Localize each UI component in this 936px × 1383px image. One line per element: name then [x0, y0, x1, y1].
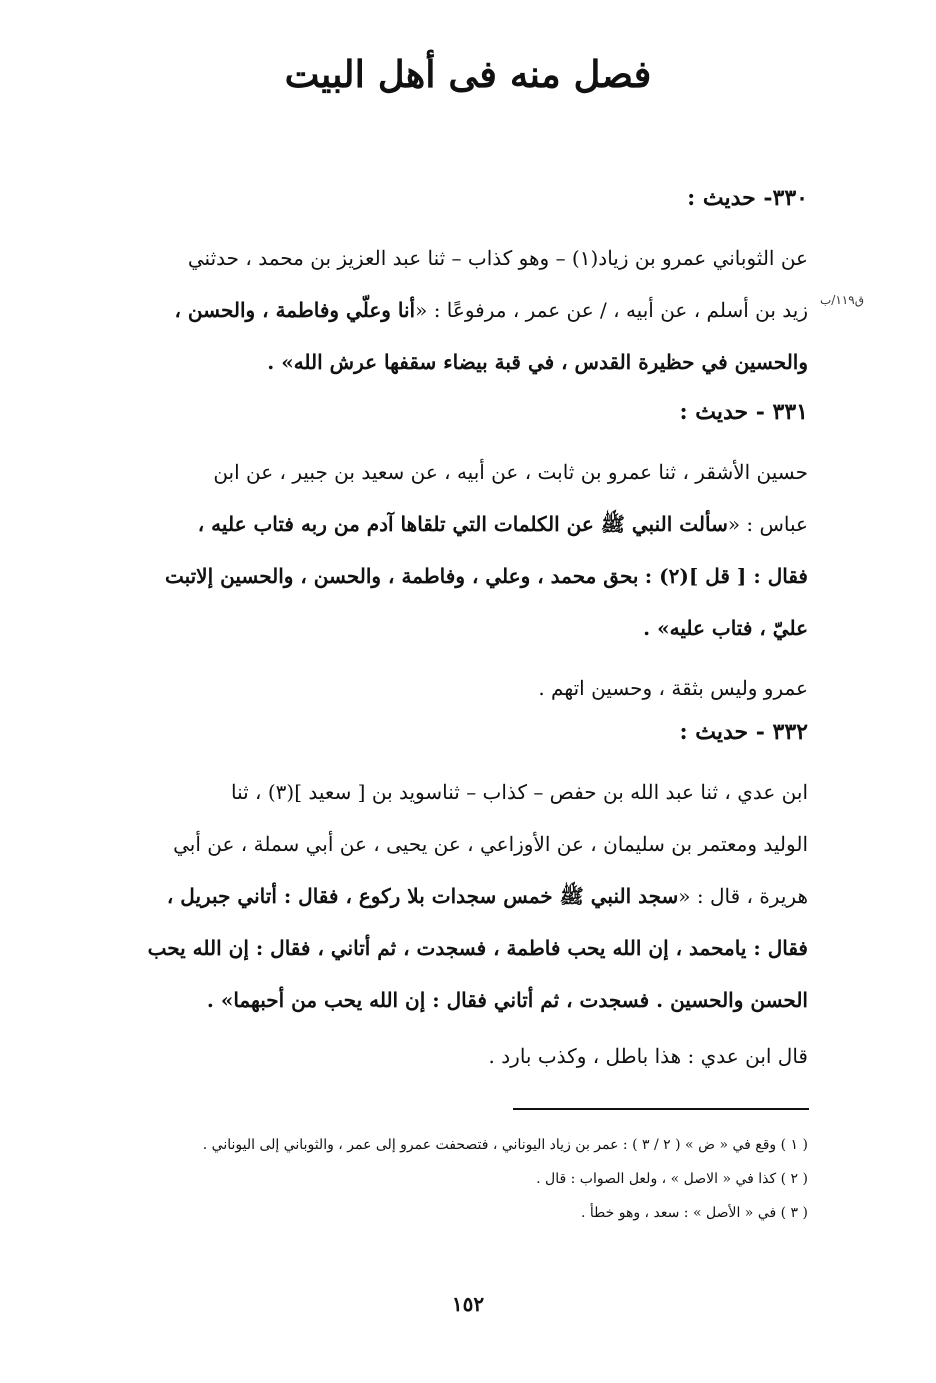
- footnote-2: ( ٢ ) كذا في « الاصل » ، ولعل الصواب : قال .: [536, 1171, 808, 1187]
- footnote-3: ( ٣ ) في « الأصل » : سعد ، وهو خطأ .: [580, 1205, 808, 1221]
- hadith-331-heading: ٣٣١ - حديث :: [679, 399, 808, 425]
- hadith-330-line2-plain: زيد بن أسلم ، عن أبيه ، / عن عمر ، مرفوعًا : «: [415, 298, 808, 322]
- hadith-332: [28, 706, 808, 1082]
- footnotes: [48, 1128, 808, 1230]
- hadith-332-comment: قال ابن عدي : هذا باطل ، وكذب بارد .: [488, 1044, 808, 1068]
- hadith-332-line3: [28, 870, 808, 922]
- hadith-330-line3: والحسين في حظيرة القدس ، في قبة بيضاء سقفها عرش الله» .: [267, 350, 808, 374]
- hadith-330: [28, 172, 808, 388]
- hadith-331-line3-b: بحق محمد ، وعلي ، وفاطمة ، والحسن ، والحسين إلاتبت: [164, 564, 639, 588]
- hadith-331-comment: عمرو وليس بثقة ، وحسين اتهم .: [538, 676, 808, 700]
- hadith-331: [28, 386, 808, 714]
- hadith-332-line3-bold: سجد النبي ﷺ خمس سجدات بلا ركوع ، فقال : أتاني جبريل ،: [166, 884, 679, 908]
- chapter-title: فصل منه فى أهل البيت: [284, 52, 652, 96]
- hadith-332-line3-plain: هريرة ، قال : «: [678, 884, 808, 908]
- hadith-332-line5: الحسن والحسين . فسجدت ، ثم أتاني فقال : إن الله يحب من أحبهما» .: [206, 988, 808, 1012]
- hadith-330-line2: [28, 284, 808, 336]
- hadith-331-line2: [28, 498, 808, 550]
- hadith-331-line2-bold: سألت النبي ﷺ عن الكلمات التي تلقاها آدم من ربه فتاب عليه ،: [197, 512, 728, 536]
- hadith-330-heading: ٣٣٠- حديث :: [687, 185, 808, 211]
- hadith-332-heading: ٣٣٢ - حديث :: [679, 719, 808, 745]
- hadith-331-line3: [28, 550, 808, 602]
- hadith-331-line3-a: فقال : [ قل ](٢) :: [644, 564, 808, 588]
- hadith-332-line1: ابن عدي ، ثنا عبد الله بن حفص – كذاب – ثناسويد بن [ سعيد ](٣) ، ثنا: [231, 780, 808, 804]
- page-number: ١٥٢: [451, 1292, 485, 1316]
- hadith-332-line2: الوليد ومعتمر بن سليمان ، عن الأوزاعي ، عن يحيى ، عن أبي سملة ، عن أبي: [173, 832, 808, 856]
- hadith-330-line1: عن الثوباني عمرو بن زياد(١) – وهو كذاب – ثنا عبد العزيز بن محمد ، حدثني: [187, 246, 808, 270]
- hadith-331-line4: عليّ ، فتاب عليه» .: [643, 616, 808, 640]
- hadith-331-line1: حسين الأشقر ، ثنا عمرو بن ثابت ، عن أبيه ، عن سعيد بن جبير ، عن ابن: [213, 460, 808, 484]
- margin-folio-note: ق١١٩/ب: [820, 293, 864, 307]
- hadith-332-line4: فقال : يامحمد ، إن الله يحب فاطمة ، فسجدت ، ثم أتاني ، فقال : إن الله يحب: [147, 936, 808, 960]
- footnote-1: ( ١ ) وقع في « ض » ( ٢ / ٣ ) : عمر بن زياد اليوناني ، فتصحفت عمرو إلى عمر ، والثوباني إلى اليوناني .: [202, 1137, 808, 1153]
- hadith-331-line2-plain: عباس : «: [727, 512, 808, 536]
- hadith-330-line2-bold: أنا وعلّي وفاطمة ، والحسن ،: [174, 298, 416, 322]
- footnote-separator: [513, 1108, 809, 1110]
